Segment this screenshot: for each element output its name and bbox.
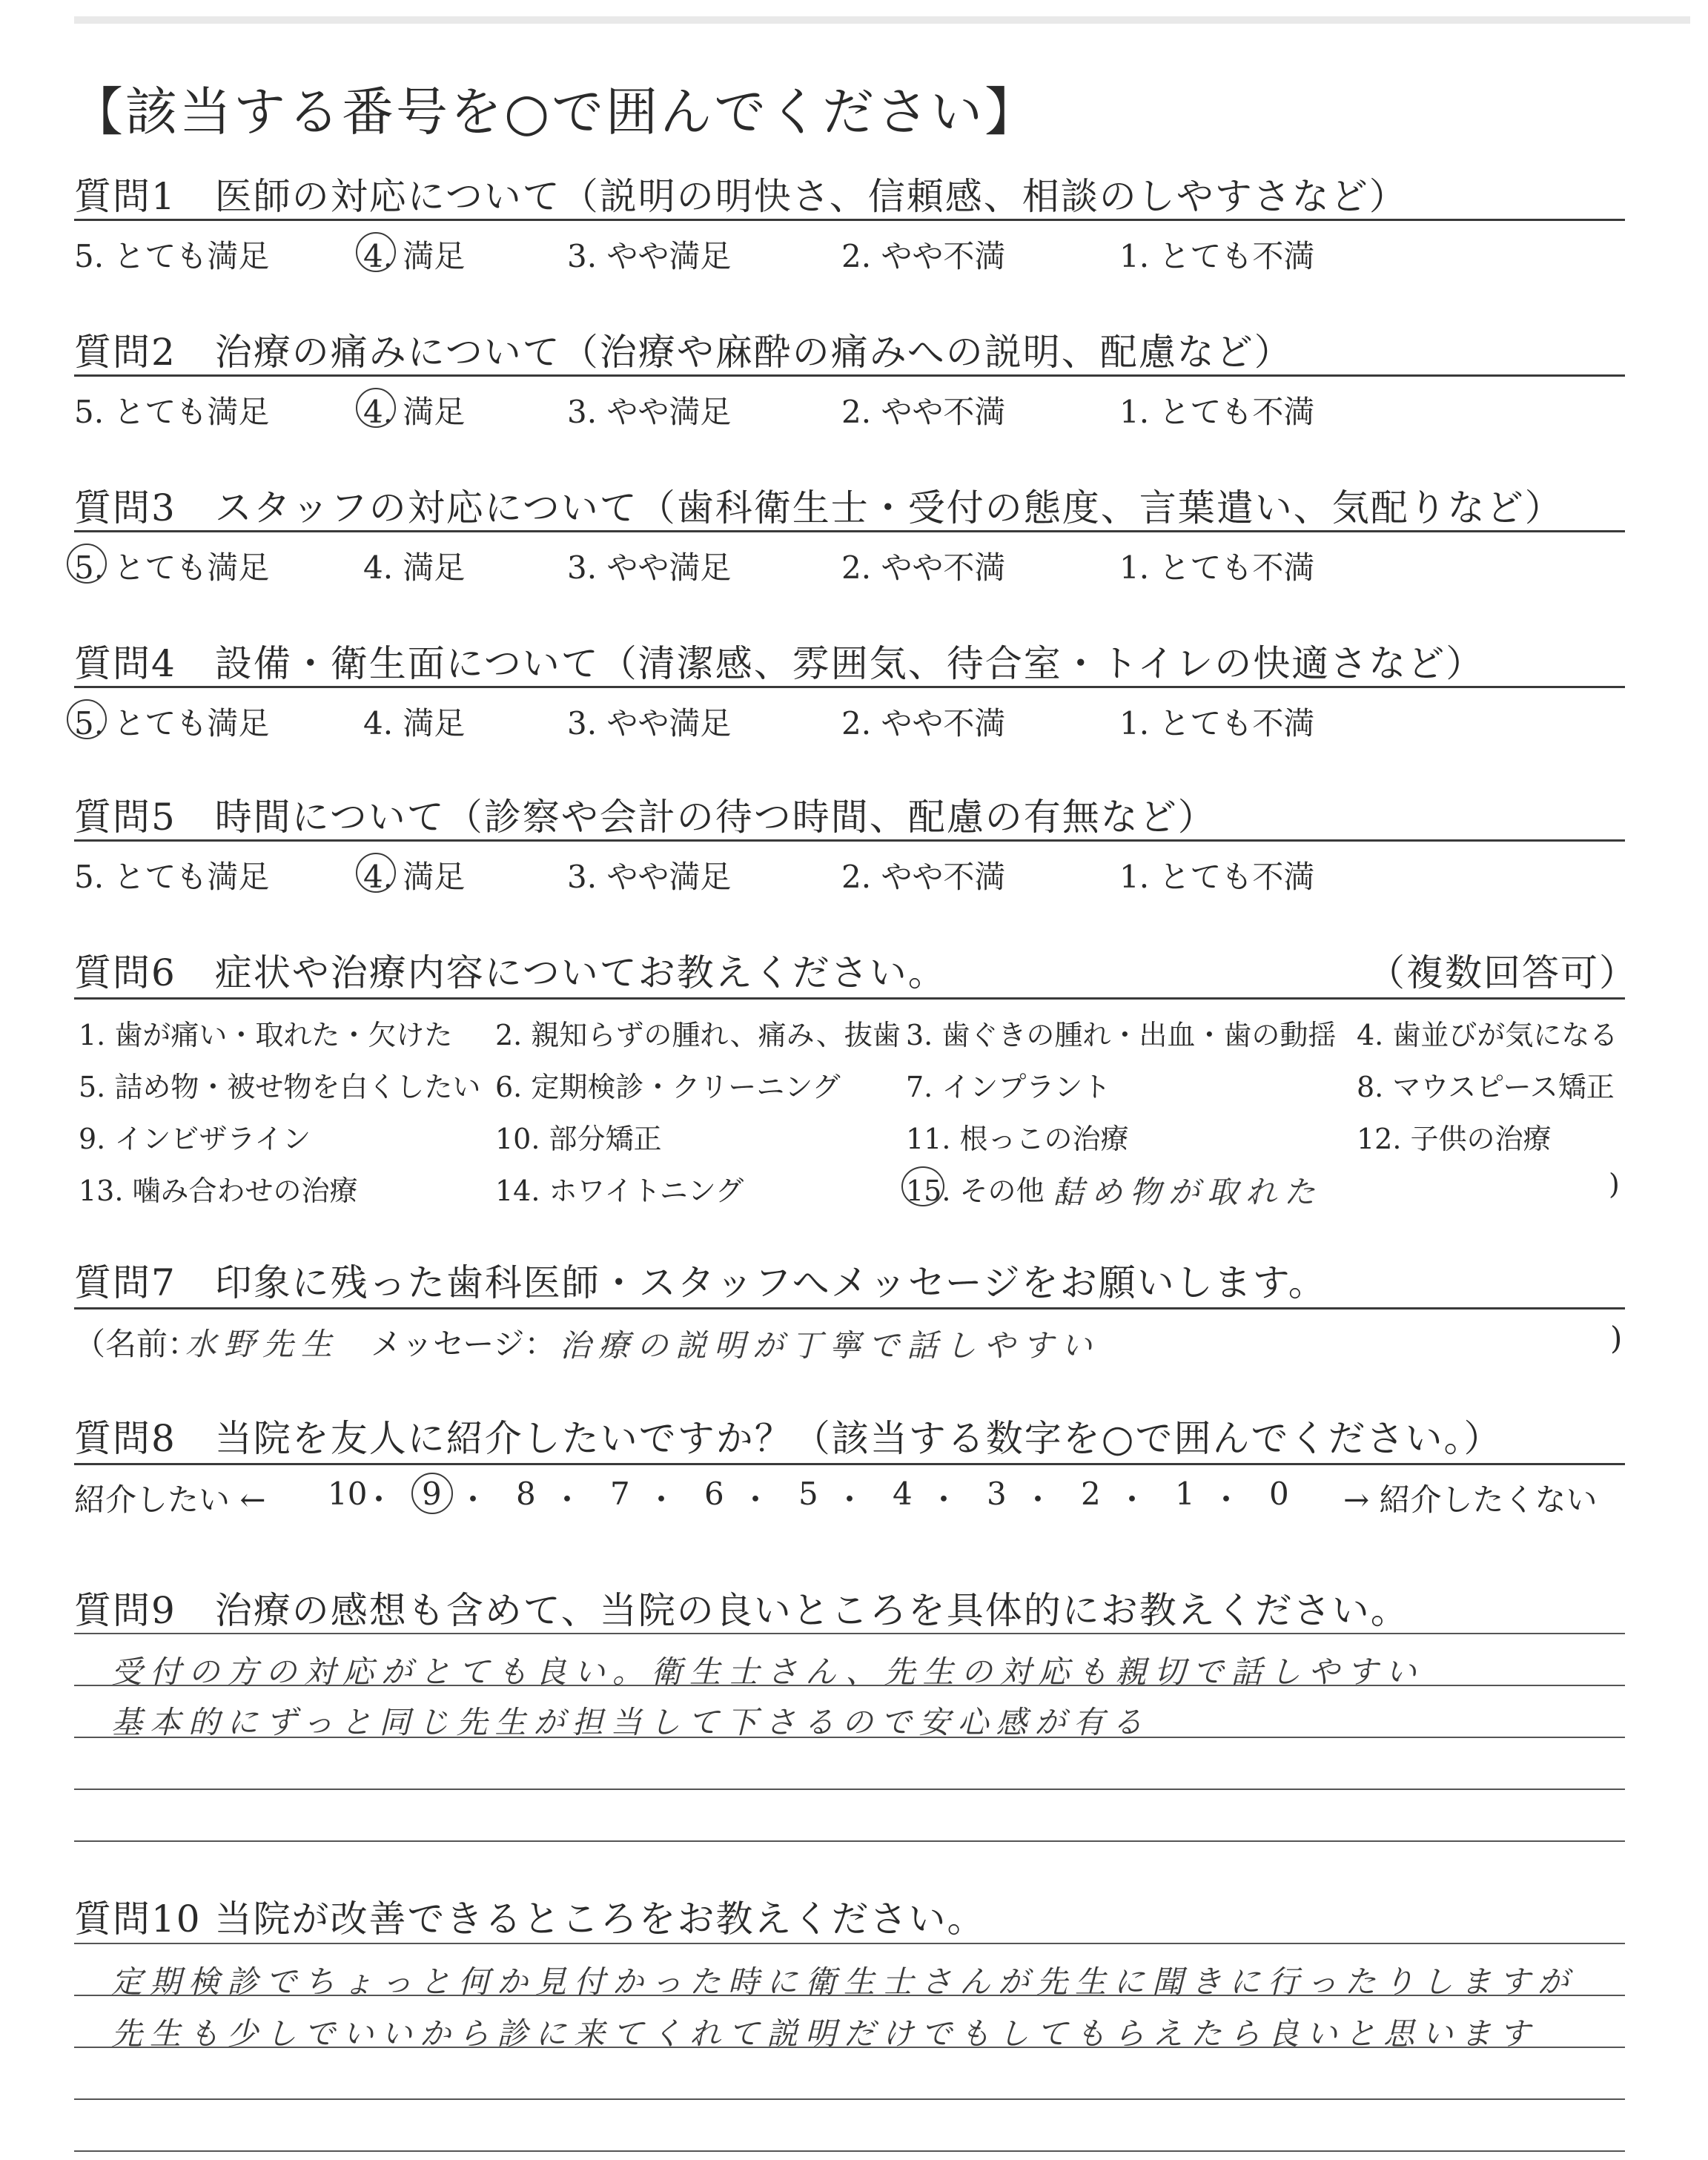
q9-writing-line [74, 1789, 1625, 1790]
q2-title: 質問2 治療の痛みについて（治療や麻酔の痛みへの説明、配慮など） [74, 331, 1293, 374]
q7-name-value: 水野先生 [185, 1326, 340, 1362]
scan-top-edge [74, 16, 1690, 24]
q5-title: 質問5 時間について（診察や会計の待つ時間、配慮の有無など） [74, 796, 1217, 839]
q10-writing-line [74, 2098, 1625, 2100]
q8-selected-circle [411, 1473, 453, 1514]
q1-option-1[interactable]: 1. とても不満 [1119, 238, 1315, 274]
q8-number-5[interactable]: 5 [798, 1476, 818, 1512]
q7-name-label: （名前： [74, 1326, 199, 1362]
q4-option-3[interactable]: 3. やや満足 [567, 705, 732, 742]
q6-title: 質問6 症状や治療内容についてお教えください。 [74, 951, 947, 994]
q9-answer-line-1: 受付の方の対応がとても良い。衛生士さん、先生の対応も親切で話しやすい [111, 1654, 1424, 1690]
q2-option-4[interactable]: 4. 満足 [363, 394, 466, 430]
q1-option-2[interactable]: 2. やや不満 [841, 238, 1006, 274]
q8-separator-dot: ・ [1211, 1482, 1242, 1518]
q4-option-1[interactable]: 1. とても不満 [1119, 705, 1315, 742]
q2-option-3[interactable]: 3. やや満足 [567, 394, 732, 430]
q4-option-2[interactable]: 2. やや不満 [841, 705, 1006, 742]
q6-option-15[interactable]: 15. その他（ [906, 1175, 1073, 1207]
q8-separator-dot: ・ [834, 1482, 866, 1518]
q8-number-8[interactable]: 8 [516, 1476, 536, 1512]
q7-message-value: 治療の説明が丁寧で話しやすい [560, 1327, 1100, 1364]
q8-number-2[interactable]: 2 [1081, 1476, 1101, 1512]
q6-option-14[interactable]: 14. ホワイトニング [495, 1175, 744, 1207]
q8-number-3[interactable]: 3 [987, 1476, 1007, 1512]
q8-separator-dot: ・ [1022, 1482, 1054, 1518]
q6-multiple-note: （複数回答可） [1368, 951, 1638, 994]
q7-message-label: メッセージ： [371, 1326, 556, 1362]
q8-number-1[interactable]: 1 [1175, 1476, 1195, 1512]
q6-option-2[interactable]: 2. 親知らずの腫れ、痛み、抜歯 [495, 1019, 901, 1051]
q6-other-close-paren: ) [1609, 1168, 1620, 1200]
q5-option-5[interactable]: 5. とても満足 [74, 859, 270, 895]
form-header: 【該当する番号を○で囲んでください】 [71, 82, 1039, 142]
q6-option-1[interactable]: 1. 歯が痛い・取れた・欠けた [79, 1019, 453, 1051]
q8-title: 質問8 当院を友人に紹介したいですか？（該当する数字を○で囲んでください。） [74, 1417, 1503, 1460]
q5-selected-circle [356, 853, 396, 893]
q8-number-6[interactable]: 6 [704, 1476, 724, 1512]
q3-selected-circle [67, 544, 107, 584]
q9-title: 質問9 治療の感想も含めて、当院の良いところを具体的にお教えください。 [74, 1589, 1409, 1632]
q9-writing-line [74, 1633, 1625, 1634]
q6-option-6[interactable]: 6. 定期検診・クリーニング [495, 1071, 841, 1103]
q10-title: 質問10 当院が改善できるところをお教えください。 [74, 1898, 986, 1941]
q6-option-8[interactable]: 8. マウスピース矯正 [1357, 1071, 1615, 1103]
q8-separator-dot: ・ [740, 1482, 772, 1518]
q9-answer-line-2: 基本的にずっと同じ先生が担当して下さるので安心感が有る [111, 1704, 1151, 1740]
q5-option-3[interactable]: 3. やや満足 [567, 859, 732, 895]
q5-option-4[interactable]: 4. 満足 [363, 859, 466, 895]
q6-option-4[interactable]: 4. 歯並びが気になる [1357, 1019, 1618, 1051]
q4-rule [74, 686, 1625, 688]
q6-option-9[interactable]: 9. インビザライン [79, 1123, 311, 1155]
q8-separator-dot: ・ [1116, 1482, 1148, 1518]
q3-option-2[interactable]: 2. やや不満 [841, 549, 1006, 586]
q3-rule [74, 530, 1625, 532]
q8-separator-dot: ・ [928, 1482, 960, 1518]
q2-option-1[interactable]: 1. とても不満 [1119, 394, 1315, 430]
q2-selected-circle [356, 388, 396, 428]
q5-option-2[interactable]: 2. やや不満 [841, 859, 1006, 895]
q6-option-10[interactable]: 10. 部分矯正 [495, 1123, 662, 1155]
q6-rule [74, 997, 1625, 1000]
q8-separator-dot: ・ [552, 1482, 583, 1518]
q2-rule [74, 374, 1625, 377]
q8-number-9[interactable]: 9 [422, 1476, 442, 1512]
q6-other-text: 詰め物が取れた [1053, 1174, 1323, 1210]
q6-option-13[interactable]: 13. 噛み合わせの治療 [79, 1175, 358, 1207]
q4-option-5[interactable]: 5. とても満足 [74, 705, 270, 742]
q2-option-5[interactable]: 5. とても満足 [74, 394, 270, 430]
q1-option-5[interactable]: 5. とても満足 [74, 238, 270, 274]
q3-option-3[interactable]: 3. やや満足 [567, 549, 732, 586]
q8-number-4[interactable]: 4 [893, 1476, 913, 1512]
q6-selected-circle [901, 1166, 944, 1206]
q6-option-3[interactable]: 3. 歯ぐきの腫れ・出血・歯の動揺 [906, 1019, 1337, 1051]
q1-rule [74, 219, 1625, 221]
q1-title: 質問1 医師の対応について（説明の明快さ、信頼感、相談のしやすさなど） [74, 175, 1408, 218]
q6-option-12[interactable]: 12. 子供の治療 [1357, 1123, 1552, 1155]
q6-option-5[interactable]: 5. 詰め物・被せ物を白くしたい [79, 1071, 481, 1103]
q6-option-7[interactable]: 7. インプラント [906, 1071, 1111, 1103]
q8-number-0[interactable]: 0 [1269, 1476, 1289, 1512]
q7-rule [74, 1307, 1625, 1309]
q7-title: 質問7 印象に残った歯科医師・スタッフへメッセージをお願いします。 [74, 1261, 1327, 1304]
q4-selected-circle [67, 699, 107, 739]
q1-selected-circle [356, 232, 396, 272]
q5-option-1[interactable]: 1. とても不満 [1119, 859, 1315, 895]
q2-option-2[interactable]: 2. やや不満 [841, 394, 1006, 430]
q8-separator-dot: ・ [363, 1482, 395, 1518]
q9-writing-line [74, 1840, 1625, 1842]
q10-answer-line-1: 定期検診でちょっと何か見付かった時に衛生士さんが先生に聞きに行ったりしますが [111, 1964, 1577, 2000]
q8-left-label: 紹介したい ← [74, 1482, 266, 1518]
q4-option-4[interactable]: 4. 満足 [363, 705, 466, 742]
q3-option-4[interactable]: 4. 満足 [363, 549, 466, 586]
q8-number-7[interactable]: 7 [610, 1476, 630, 1512]
q10-writing-line [74, 1943, 1625, 1944]
q5-rule [74, 839, 1625, 842]
q10-writing-line [74, 2150, 1625, 2152]
q3-option-1[interactable]: 1. とても不満 [1119, 549, 1315, 586]
q7-close-paren: ) [1610, 1320, 1623, 1356]
q8-right-label: → 紹介したくない [1343, 1482, 1598, 1518]
q4-title: 質問4 設備・衛生面について（清潔感、雰囲気、待合室・トイレの快適さなど） [74, 642, 1485, 685]
q8-separator-dot: ・ [457, 1482, 489, 1518]
q8-separator-dot: ・ [646, 1482, 678, 1518]
q8-rule [74, 1463, 1625, 1465]
q1-option-4[interactable]: 4. 満足 [363, 238, 466, 274]
q3-title: 質問3 スタッフの対応について（歯科衛生士・受付の態度、言葉遣い、気配りなど） [74, 486, 1563, 529]
q3-option-5[interactable]: 5. とても満足 [74, 549, 270, 586]
q1-option-3[interactable]: 3. やや満足 [567, 238, 732, 274]
q10-answer-line-2: 先生も少しでいいから診に来てくれて説明だけでもしてもらえたら良いと思います [111, 2015, 1538, 2052]
q6-option-11[interactable]: 11. 根っこの治療 [906, 1123, 1129, 1155]
q8-number-10[interactable]: 10 [328, 1476, 368, 1512]
